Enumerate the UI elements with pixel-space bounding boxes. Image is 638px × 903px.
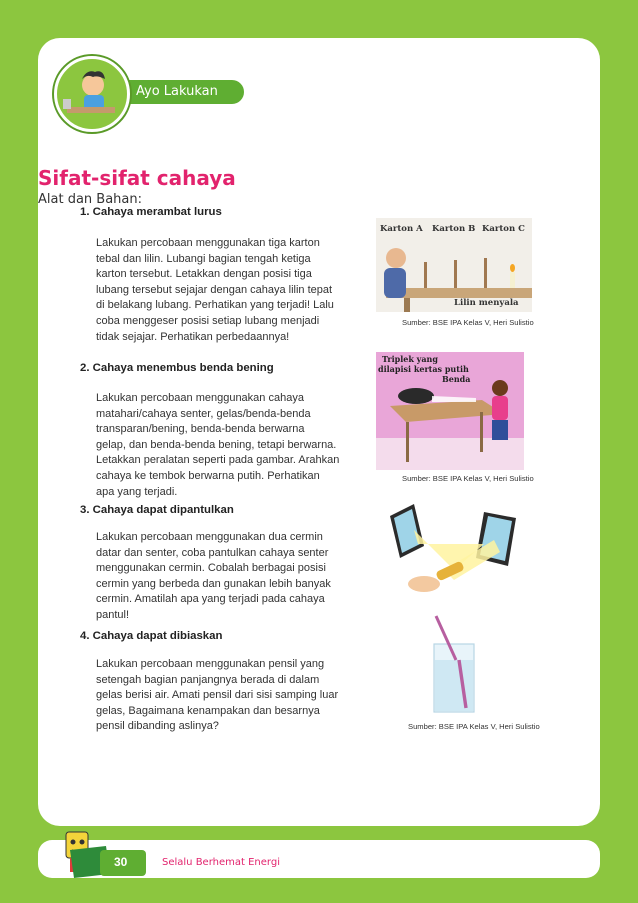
item-4-heading: 4. Cahaya dapat dibiaskan [80, 630, 223, 642]
item-3-line: Lakukan percobaan menggunakan dua cermin [96, 531, 323, 543]
badge-label: Ayo Lakukan [136, 84, 218, 99]
label-karton-a: Karton A [380, 224, 423, 234]
item-4-body [96, 657, 360, 735]
item-3-heading: 3. Cahaya dapat dipantulkan [80, 504, 234, 516]
item-2-body [96, 391, 360, 500]
item-3-line: cermin yang berbeda dan gunakan lebih banyak [96, 577, 331, 590]
item-3-line: datar dan senter, coba pantulkan cahaya senter [96, 546, 329, 559]
item-1-heading: 1. Cahaya merambat lurus [80, 206, 222, 218]
item-2-line: apa yang terjadi. [96, 485, 178, 498]
item-3-line: menggunakan cermin. Cobalah berbagai posisi [96, 562, 326, 575]
item-1-line: tidak sejajar. Perhatikan perbedaannya! [96, 330, 290, 343]
item-1-line: Lakukan percobaan menggunakan tiga karton [96, 237, 320, 249]
footer-book-title: Selalu Berhemat Energi [162, 857, 280, 868]
item-1-line: lubang tersebut sejajar dengan cahaya lilin tepat [96, 283, 333, 296]
item-2-heading: 2. Cahaya menembus benda bening [80, 362, 274, 374]
item-2-line: matahari/cahaya senter, gelas/benda-benda [96, 407, 311, 420]
badge-icon [54, 56, 130, 132]
item-2-line: gelap, dan benda-benda bening, tetapi berwarna. [96, 438, 337, 451]
item-1-line: coba menggeser posisi setiap lubang menjadi [96, 314, 320, 327]
item-2-line: Letakkan peralatan seperti pada gambar. Arahkan [96, 454, 340, 467]
item-4-line: pensil dibanding aslinya? [96, 720, 219, 733]
item-3-line: pantul! [96, 608, 130, 621]
item-2-line: Lakukan percobaan menggunakan cahaya [96, 392, 304, 404]
item-4-line: gelas, Bagaimana kenampakan dan besarnya [96, 704, 320, 717]
label-triplek: Triplek yang [382, 354, 438, 364]
item-2-line: transparan/bening, benda-benda berwarna [96, 423, 305, 436]
caption-fig1: Sumber: BSE IPA Kelas V, Heri Sulistio [402, 318, 534, 327]
label-karton-c: Karton C [482, 224, 525, 234]
item-1-line: karton tersebut. Letakkan dengan posisi tiga [96, 268, 312, 281]
section-title: Sifat-sifat cahaya [38, 166, 236, 190]
item-4-line: gelas berisi air. Amati pensil dari sisi samping luar [96, 689, 339, 702]
item-2-line: cahaya ke tembok berwarna putih. Perhatikan [96, 469, 320, 482]
item-3-body [96, 530, 360, 624]
label-benda: Benda [442, 374, 471, 384]
figure-flashlight-table [376, 352, 524, 470]
item-1-body [96, 236, 360, 345]
item-3-line: cermin. Amatilah apa yang terjadi pada cahaya [96, 593, 325, 606]
label-karton-b: Karton B [432, 224, 476, 234]
item-1-line: di belakang lubang. Perhatikan yang terjadi! Lalu [96, 299, 334, 312]
item-4-line: Lakukan percobaan menggunakan pensil yang [96, 658, 325, 670]
label-lilin: Lilin menyala [454, 298, 519, 308]
figure-pencil-glass [426, 614, 490, 716]
item-4-line: setengah bagian panjangnya berada di dalam [96, 673, 320, 686]
label-kertas-putih: dilapisi kertas putih [378, 364, 469, 374]
page-number: 30 [114, 855, 128, 869]
figure-candle-cards [376, 218, 532, 312]
caption-fig4: Sumber: BSE IPA Kelas V, Heri Sulistio [408, 722, 540, 731]
figure-mirrors [384, 500, 532, 604]
caption-fig2: Sumber: BSE IPA Kelas V, Heri Sulistio [402, 474, 534, 483]
item-1-line: tebal dan lilin. Lubangi bagian tengah ketiga [96, 252, 311, 265]
section-subtitle: Alat dan Bahan: [38, 192, 142, 207]
